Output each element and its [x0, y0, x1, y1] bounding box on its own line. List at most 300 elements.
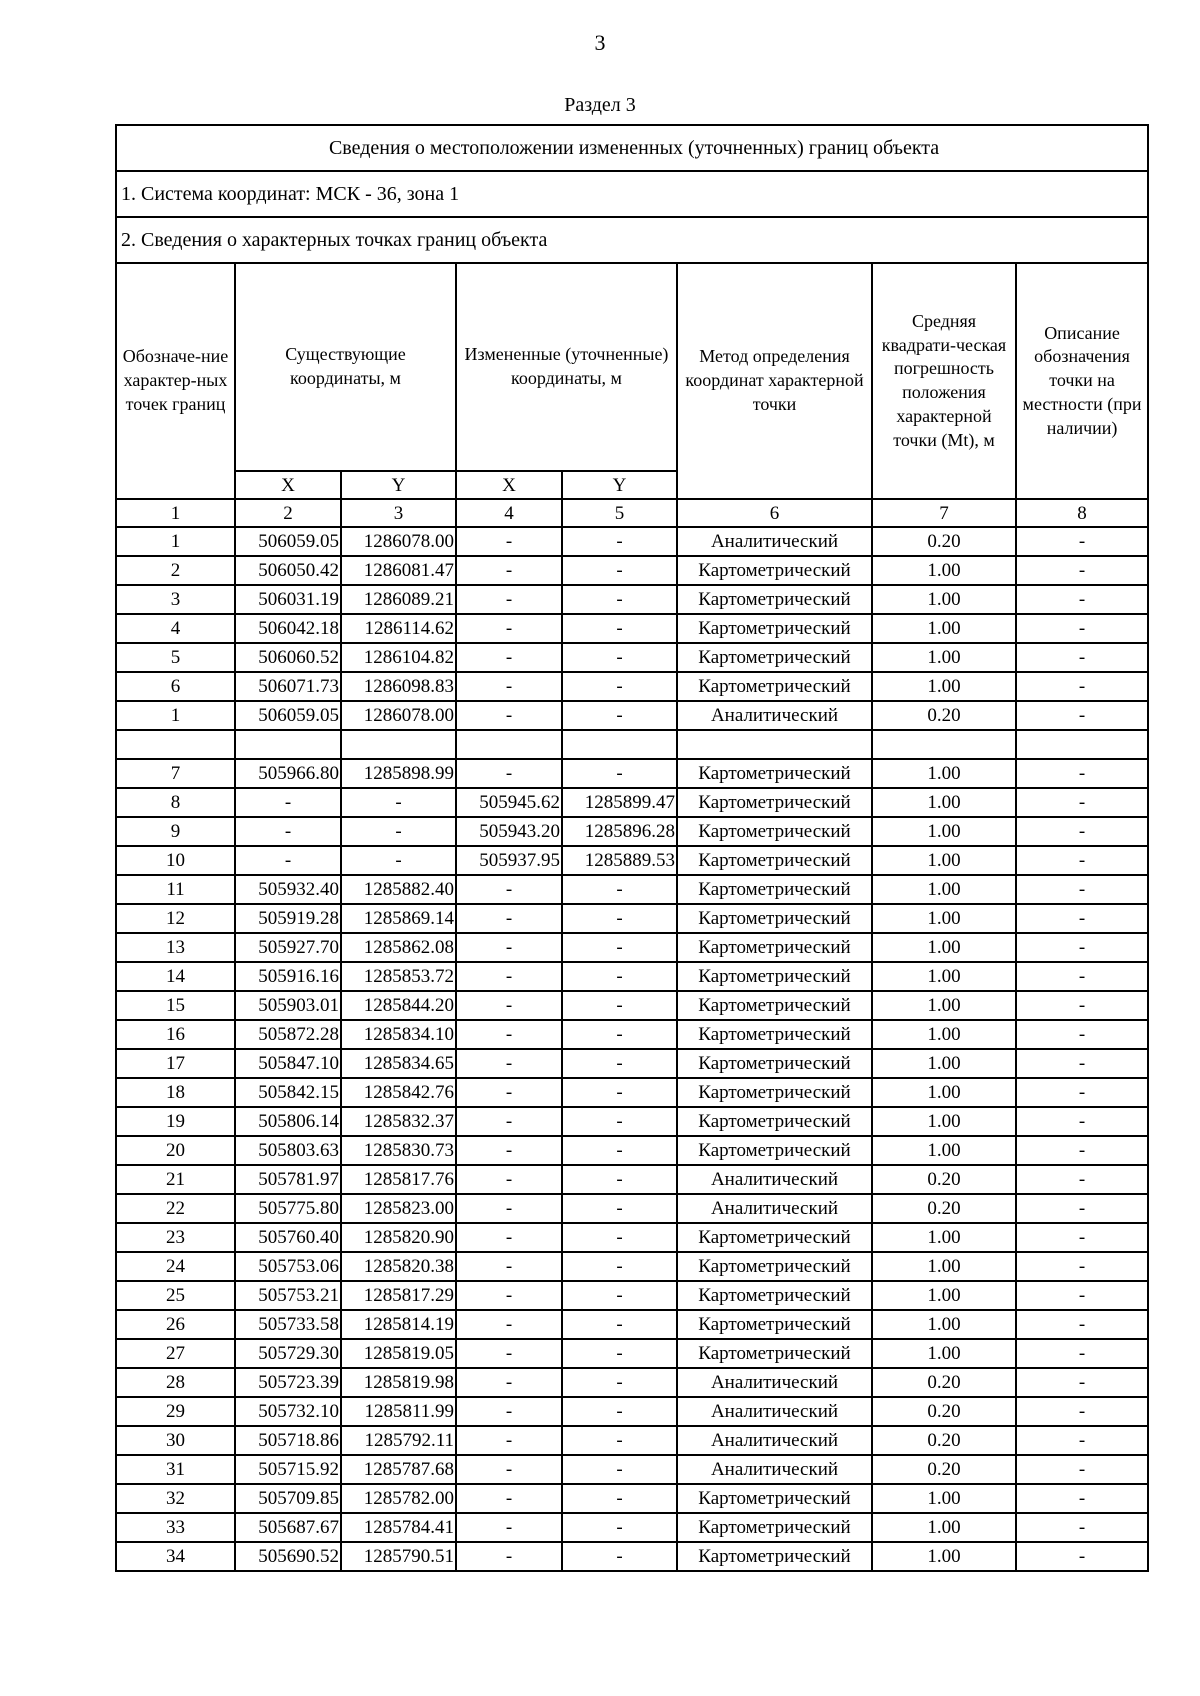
- changed-y-cell: -: [562, 1194, 677, 1223]
- changed-x-cell: -: [456, 1078, 562, 1107]
- column-number: 3: [341, 499, 456, 527]
- point-number-cell: 17: [116, 1049, 235, 1078]
- changed-x-cell: -: [456, 1020, 562, 1049]
- description-cell: -: [1016, 701, 1148, 730]
- changed-x-cell: -: [456, 1368, 562, 1397]
- changed-x-cell: -: [456, 962, 562, 991]
- changed-y-cell: -: [562, 991, 677, 1020]
- existing-y-cell: 1285787.68: [341, 1455, 456, 1484]
- changed-y-cell: -: [562, 1165, 677, 1194]
- existing-x-cell: 506059.05: [235, 527, 341, 556]
- table-row: [116, 585, 1148, 614]
- table-row: [116, 991, 1148, 1020]
- column-number: 4: [456, 499, 562, 527]
- table-row: [116, 1426, 1148, 1455]
- existing-y-cell: 1285790.51: [341, 1542, 456, 1571]
- existing-y-cell: 1285834.10: [341, 1020, 456, 1049]
- description-cell: -: [1016, 1426, 1148, 1455]
- description-cell: [1016, 730, 1148, 759]
- method-cell: Картометрический: [677, 759, 872, 788]
- point-number-cell: 13: [116, 933, 235, 962]
- changed-y-cell: -: [562, 1397, 677, 1426]
- point-number-cell: 28: [116, 1368, 235, 1397]
- existing-y-cell: 1285819.98: [341, 1368, 456, 1397]
- error-cell: 1.00: [872, 759, 1016, 788]
- column-number: 7: [872, 499, 1016, 527]
- point-number-cell: 34: [116, 1542, 235, 1571]
- existing-y-cell: 1285792.11: [341, 1426, 456, 1455]
- existing-x-cell: -: [235, 817, 341, 846]
- changed-y-cell: [562, 730, 677, 759]
- method-cell: Картометрический: [677, 672, 872, 701]
- error-cell: 1.00: [872, 1136, 1016, 1165]
- changed-x-cell: -: [456, 643, 562, 672]
- existing-y-cell: 1286098.83: [341, 672, 456, 701]
- point-number-cell: 32: [116, 1484, 235, 1513]
- table-row: [116, 556, 1148, 585]
- changed-x-cell: -: [456, 933, 562, 962]
- existing-x-cell: 505753.21: [235, 1281, 341, 1310]
- changed-y-cell: -: [562, 875, 677, 904]
- existing-y-cell: 1285832.37: [341, 1107, 456, 1136]
- point-number-cell: 5: [116, 643, 235, 672]
- point-number-cell: 24: [116, 1252, 235, 1281]
- point-number-cell: 18: [116, 1078, 235, 1107]
- description-cell: -: [1016, 1397, 1148, 1426]
- description-cell: -: [1016, 1310, 1148, 1339]
- method-cell: Картометрический: [677, 1020, 872, 1049]
- description-cell: -: [1016, 1368, 1148, 1397]
- error-cell: 1.00: [872, 614, 1016, 643]
- description-cell: -: [1016, 1339, 1148, 1368]
- changed-x-cell: -: [456, 1194, 562, 1223]
- header-existing-x: X: [235, 471, 341, 499]
- method-cell: Картометрический: [677, 962, 872, 991]
- existing-x-cell: 505927.70: [235, 933, 341, 962]
- existing-x-cell: 505806.14: [235, 1107, 341, 1136]
- changed-x-cell: -: [456, 1542, 562, 1571]
- existing-x-cell: 505842.15: [235, 1078, 341, 1107]
- point-number-cell: 7: [116, 759, 235, 788]
- changed-x-cell: -: [456, 1049, 562, 1078]
- column-number: 5: [562, 499, 677, 527]
- method-cell: Аналитический: [677, 1368, 872, 1397]
- table-row: [116, 904, 1148, 933]
- table-row: [116, 1484, 1148, 1513]
- description-cell: -: [1016, 1223, 1148, 1252]
- existing-x-cell: 506060.52: [235, 643, 341, 672]
- point-number-cell: 1: [116, 527, 235, 556]
- method-cell: Аналитический: [677, 1397, 872, 1426]
- changed-x-cell: -: [456, 1223, 562, 1252]
- existing-y-cell: 1285862.08: [341, 933, 456, 962]
- changed-x-cell: -: [456, 1426, 562, 1455]
- method-cell: Картометрический: [677, 1513, 872, 1542]
- description-cell: -: [1016, 1484, 1148, 1513]
- changed-y-cell: -: [562, 962, 677, 991]
- description-cell: -: [1016, 556, 1148, 585]
- header-changed-y: Y: [562, 471, 677, 499]
- method-cell: Картометрический: [677, 1339, 872, 1368]
- table-row: [116, 1252, 1148, 1281]
- table-row: [116, 1455, 1148, 1484]
- error-cell: 1.00: [872, 1339, 1016, 1368]
- header-changed-x: X: [456, 471, 562, 499]
- description-cell: -: [1016, 991, 1148, 1020]
- description-cell: -: [1016, 1020, 1148, 1049]
- error-cell: 1.00: [872, 817, 1016, 846]
- changed-y-cell: -: [562, 1107, 677, 1136]
- description-cell: -: [1016, 759, 1148, 788]
- table-title: Сведения о местоположении измененных (уточненных) границ объекта: [116, 125, 1148, 171]
- point-number-cell: 9: [116, 817, 235, 846]
- changed-x-cell: -: [456, 672, 562, 701]
- error-cell: [872, 730, 1016, 759]
- method-cell: Аналитический: [677, 1165, 872, 1194]
- table-row: [116, 1368, 1148, 1397]
- table-row: [116, 1310, 1148, 1339]
- existing-y-cell: 1285817.76: [341, 1165, 456, 1194]
- error-cell: 0.20: [872, 1426, 1016, 1455]
- column-number: 2: [235, 499, 341, 527]
- changed-x-cell: -: [456, 875, 562, 904]
- method-cell: Картометрический: [677, 817, 872, 846]
- existing-x-cell: 505775.80: [235, 1194, 341, 1223]
- table-row: [116, 933, 1148, 962]
- description-cell: -: [1016, 788, 1148, 817]
- table-row: [116, 875, 1148, 904]
- changed-y-cell: 1285896.28: [562, 817, 677, 846]
- method-cell: Картометрический: [677, 1281, 872, 1310]
- changed-x-cell: -: [456, 1107, 562, 1136]
- existing-y-cell: -: [341, 817, 456, 846]
- header-mean-square-error: Средняя квадрати-ческая погрешность положения характерной точки (Mt), м: [872, 263, 1016, 499]
- existing-x-cell: 505781.97: [235, 1165, 341, 1194]
- description-cell: -: [1016, 1049, 1148, 1078]
- table-row: [116, 1223, 1148, 1252]
- header-changed-coordinates: Измененные (уточненные) координаты, м: [456, 263, 677, 471]
- error-cell: 1.00: [872, 962, 1016, 991]
- changed-x-cell: -: [456, 527, 562, 556]
- table-row: [116, 1020, 1148, 1049]
- description-cell: -: [1016, 672, 1148, 701]
- point-number-cell: 11: [116, 875, 235, 904]
- changed-x-cell: 505937.95: [456, 846, 562, 875]
- error-cell: 0.20: [872, 1194, 1016, 1223]
- header-method: Метод определения координат характерной точки: [677, 263, 872, 499]
- existing-y-cell: 1286089.21: [341, 585, 456, 614]
- changed-y-cell: -: [562, 1310, 677, 1339]
- method-cell: Картометрический: [677, 991, 872, 1020]
- changed-y-cell: -: [562, 527, 677, 556]
- existing-y-cell: 1285817.29: [341, 1281, 456, 1310]
- error-cell: 1.00: [872, 1049, 1016, 1078]
- error-cell: 1.00: [872, 904, 1016, 933]
- existing-y-cell: 1285853.72: [341, 962, 456, 991]
- table-row: [116, 817, 1148, 846]
- error-cell: 0.20: [872, 1397, 1016, 1426]
- method-cell: Картометрический: [677, 556, 872, 585]
- description-cell: -: [1016, 1136, 1148, 1165]
- table-row: [116, 1049, 1148, 1078]
- changed-x-cell: -: [456, 1252, 562, 1281]
- method-cell: Аналитический: [677, 1426, 872, 1455]
- point-number-cell: 29: [116, 1397, 235, 1426]
- description-cell: -: [1016, 1455, 1148, 1484]
- error-cell: 1.00: [872, 585, 1016, 614]
- table-row: [116, 701, 1148, 730]
- point-number-cell: 30: [116, 1426, 235, 1455]
- table-body: [116, 527, 1148, 1571]
- point-number-cell: 21: [116, 1165, 235, 1194]
- method-cell: Картометрический: [677, 1310, 872, 1339]
- existing-x-cell: 506071.73: [235, 672, 341, 701]
- error-cell: 1.00: [872, 1513, 1016, 1542]
- existing-y-cell: 1286104.82: [341, 643, 456, 672]
- error-cell: 1.00: [872, 1223, 1016, 1252]
- error-cell: 1.00: [872, 1020, 1016, 1049]
- error-cell: 1.00: [872, 1078, 1016, 1107]
- point-number-cell: 6: [116, 672, 235, 701]
- method-cell: Аналитический: [677, 1194, 872, 1223]
- point-number-cell: 12: [116, 904, 235, 933]
- existing-x-cell: 505709.85: [235, 1484, 341, 1513]
- method-cell: Картометрический: [677, 1107, 872, 1136]
- description-cell: -: [1016, 933, 1148, 962]
- changed-y-cell: -: [562, 643, 677, 672]
- changed-y-cell: -: [562, 1339, 677, 1368]
- existing-x-cell: -: [235, 846, 341, 875]
- changed-y-cell: -: [562, 933, 677, 962]
- description-cell: -: [1016, 1281, 1148, 1310]
- existing-x-cell: 506031.19: [235, 585, 341, 614]
- changed-x-cell: -: [456, 1310, 562, 1339]
- error-cell: 1.00: [872, 1107, 1016, 1136]
- method-cell: Картометрический: [677, 643, 872, 672]
- changed-x-cell: -: [456, 1136, 562, 1165]
- existing-x-cell: 505903.01: [235, 991, 341, 1020]
- point-number-cell: 22: [116, 1194, 235, 1223]
- existing-x-cell: 505690.52: [235, 1542, 341, 1571]
- changed-x-cell: -: [456, 1513, 562, 1542]
- point-number-cell: 3: [116, 585, 235, 614]
- table-row: [116, 846, 1148, 875]
- point-number-cell: 25: [116, 1281, 235, 1310]
- table-row: [116, 672, 1148, 701]
- table-row: [116, 614, 1148, 643]
- table-row: [116, 1513, 1148, 1542]
- error-cell: 1.00: [872, 1252, 1016, 1281]
- point-number-cell: 16: [116, 1020, 235, 1049]
- existing-y-cell: 1285830.73: [341, 1136, 456, 1165]
- description-cell: -: [1016, 875, 1148, 904]
- existing-y-cell: 1285814.19: [341, 1310, 456, 1339]
- changed-y-cell: -: [562, 1368, 677, 1397]
- points-caption: 2. Сведения о характерных точках границ объекта: [116, 217, 1148, 263]
- table-row: [116, 1136, 1148, 1165]
- error-cell: 1.00: [872, 933, 1016, 962]
- point-number-cell: 27: [116, 1339, 235, 1368]
- existing-y-cell: 1285834.65: [341, 1049, 456, 1078]
- coordinate-system: 1. Система координат: МСК - 36, зона 1: [116, 171, 1148, 217]
- error-cell: 1.00: [872, 672, 1016, 701]
- changed-x-cell: -: [456, 1339, 562, 1368]
- table-row: [116, 643, 1148, 672]
- table-row: [116, 1078, 1148, 1107]
- method-cell: Картометрический: [677, 788, 872, 817]
- error-cell: 0.20: [872, 1165, 1016, 1194]
- existing-y-cell: -: [341, 846, 456, 875]
- existing-x-cell: 505932.40: [235, 875, 341, 904]
- existing-x-cell: 505729.30: [235, 1339, 341, 1368]
- column-number: 6: [677, 499, 872, 527]
- method-cell: Картометрический: [677, 585, 872, 614]
- point-number-cell: 4: [116, 614, 235, 643]
- error-cell: 1.00: [872, 788, 1016, 817]
- changed-y-cell: -: [562, 1484, 677, 1513]
- changed-y-cell: -: [562, 672, 677, 701]
- existing-y-cell: 1285898.99: [341, 759, 456, 788]
- table-row: [116, 730, 1148, 759]
- section-label: Раздел 3: [564, 94, 636, 116]
- method-cell: Картометрический: [677, 1542, 872, 1571]
- table-row: [116, 1194, 1148, 1223]
- table-row: [116, 527, 1148, 556]
- changed-y-cell: -: [562, 1049, 677, 1078]
- method-cell: Картометрический: [677, 875, 872, 904]
- header-point-description: Описание обозначения точки на местности (при наличии): [1016, 263, 1148, 499]
- changed-y-cell: -: [562, 701, 677, 730]
- existing-x-cell: 505847.10: [235, 1049, 341, 1078]
- existing-x-cell: -: [235, 788, 341, 817]
- existing-y-cell: 1286081.47: [341, 556, 456, 585]
- existing-y-cell: 1286078.00: [341, 527, 456, 556]
- existing-x-cell: 506050.42: [235, 556, 341, 585]
- existing-x-cell: 505916.16: [235, 962, 341, 991]
- column-number: 8: [1016, 499, 1148, 527]
- boundary-points-table: [115, 124, 1149, 1572]
- existing-y-cell: 1285842.76: [341, 1078, 456, 1107]
- table-row: [116, 788, 1148, 817]
- changed-y-cell: -: [562, 585, 677, 614]
- error-cell: 1.00: [872, 991, 1016, 1020]
- existing-x-cell: 505760.40: [235, 1223, 341, 1252]
- description-cell: -: [1016, 614, 1148, 643]
- changed-x-cell: -: [456, 1455, 562, 1484]
- changed-x-cell: -: [456, 585, 562, 614]
- changed-y-cell: -: [562, 614, 677, 643]
- changed-y-cell: 1285889.53: [562, 846, 677, 875]
- error-cell: 1.00: [872, 846, 1016, 875]
- changed-x-cell: -: [456, 1397, 562, 1426]
- existing-y-cell: 1286114.62: [341, 614, 456, 643]
- method-cell: Аналитический: [677, 1455, 872, 1484]
- changed-y-cell: -: [562, 1020, 677, 1049]
- description-cell: -: [1016, 817, 1148, 846]
- existing-y-cell: 1285844.20: [341, 991, 456, 1020]
- method-cell: Картометрический: [677, 1136, 872, 1165]
- description-cell: -: [1016, 527, 1148, 556]
- method-cell: Аналитический: [677, 527, 872, 556]
- changed-y-cell: -: [562, 1136, 677, 1165]
- existing-x-cell: 505718.86: [235, 1426, 341, 1455]
- existing-x-cell: 505733.58: [235, 1310, 341, 1339]
- existing-y-cell: 1285819.05: [341, 1339, 456, 1368]
- error-cell: 1.00: [872, 1542, 1016, 1571]
- existing-y-cell: 1286078.00: [341, 701, 456, 730]
- description-cell: -: [1016, 1194, 1148, 1223]
- header-existing-coordinates: Существующие координаты, м: [235, 263, 456, 471]
- existing-x-cell: 505872.28: [235, 1020, 341, 1049]
- error-cell: 1.00: [872, 1484, 1016, 1513]
- changed-y-cell: -: [562, 759, 677, 788]
- changed-x-cell: -: [456, 991, 562, 1020]
- existing-x-cell: 505753.06: [235, 1252, 341, 1281]
- description-cell: -: [1016, 1107, 1148, 1136]
- error-cell: 1.00: [872, 875, 1016, 904]
- existing-y-cell: 1285869.14: [341, 904, 456, 933]
- description-cell: -: [1016, 1078, 1148, 1107]
- point-number-cell: 23: [116, 1223, 235, 1252]
- method-cell: Аналитический: [677, 701, 872, 730]
- method-cell: Картометрический: [677, 1049, 872, 1078]
- method-cell: Картометрический: [677, 933, 872, 962]
- point-number-cell: 10: [116, 846, 235, 875]
- table-row: [116, 1107, 1148, 1136]
- description-cell: -: [1016, 1542, 1148, 1571]
- table-row: [116, 1542, 1148, 1571]
- existing-x-cell: 505966.80: [235, 759, 341, 788]
- changed-y-cell: 1285899.47: [562, 788, 677, 817]
- changed-y-cell: -: [562, 1078, 677, 1107]
- description-cell: -: [1016, 1252, 1148, 1281]
- existing-x-cell: 505723.39: [235, 1368, 341, 1397]
- error-cell: 0.20: [872, 701, 1016, 730]
- method-cell: Картометрический: [677, 1078, 872, 1107]
- error-cell: 0.20: [872, 1455, 1016, 1484]
- changed-x-cell: -: [456, 701, 562, 730]
- existing-x-cell: 505919.28: [235, 904, 341, 933]
- point-number-cell: 14: [116, 962, 235, 991]
- changed-x-cell: -: [456, 556, 562, 585]
- changed-x-cell: -: [456, 1484, 562, 1513]
- description-cell: -: [1016, 904, 1148, 933]
- error-cell: 1.00: [872, 643, 1016, 672]
- existing-y-cell: 1285782.00: [341, 1484, 456, 1513]
- error-cell: 0.20: [872, 1368, 1016, 1397]
- description-cell: -: [1016, 962, 1148, 991]
- point-number-cell: 20: [116, 1136, 235, 1165]
- changed-x-cell: [456, 730, 562, 759]
- description-cell: -: [1016, 585, 1148, 614]
- changed-y-cell: -: [562, 1281, 677, 1310]
- existing-x-cell: 505687.67: [235, 1513, 341, 1542]
- point-number-cell: 8: [116, 788, 235, 817]
- point-number-cell: 19: [116, 1107, 235, 1136]
- changed-x-cell: -: [456, 1165, 562, 1194]
- changed-y-cell: -: [562, 1542, 677, 1571]
- table-row: [116, 1165, 1148, 1194]
- changed-x-cell: 505945.62: [456, 788, 562, 817]
- existing-x-cell: [235, 730, 341, 759]
- error-cell: 1.00: [872, 1281, 1016, 1310]
- method-cell: [677, 730, 872, 759]
- error-cell: 0.20: [872, 527, 1016, 556]
- point-number-cell: 15: [116, 991, 235, 1020]
- error-cell: 1.00: [872, 1310, 1016, 1339]
- point-number-cell: 31: [116, 1455, 235, 1484]
- page-number: 3: [594, 30, 606, 55]
